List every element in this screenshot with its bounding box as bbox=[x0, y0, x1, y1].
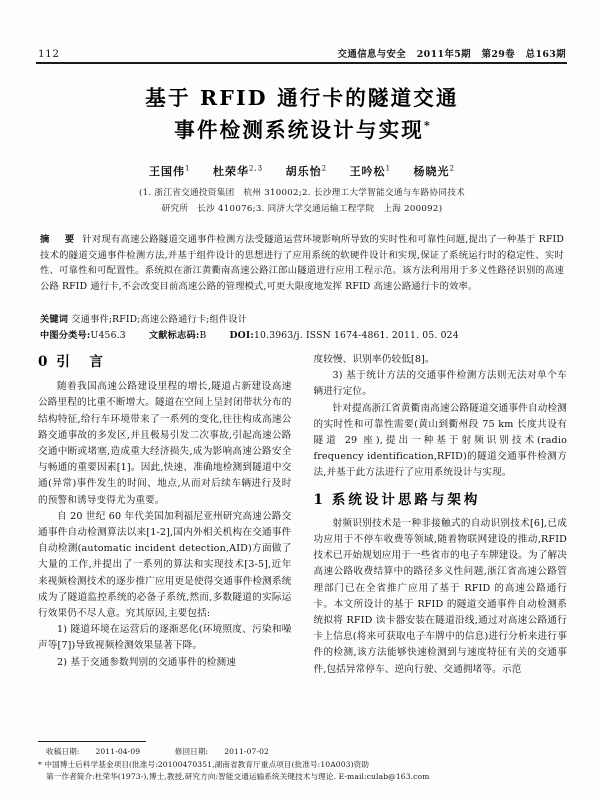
classification-line bbox=[40, 327, 564, 341]
list-item: 3) 基于统计方法的交通事件检测方法则无法对单个车辆进行定位。 bbox=[313, 370, 567, 398]
journal-name: 交通信息与安全 bbox=[337, 49, 407, 60]
paragraph: 随着我国高速公路建设里程的增长,隧道占新建设高速公路里程的比重不断增大。隧道在空间上呈封闭带状分布的结构特征,给行车环境带来了一系列的变化,往往构成高速公路交通事故的多发区,并且极易引发二次事故,引起高速公路交通中断或堵塞,造成重大经济损失,成为影响高速公路安全与畅通的重要因素[1]。因此,快速、准确地检测到隧道中交通(异常)事件发生的时间、地点,从而对后续车辆进行及时的预警和诱导变得尤为重要。 bbox=[38, 381, 292, 506]
received-date bbox=[46, 747, 156, 756]
author-name: 杨晓光 bbox=[413, 165, 450, 178]
keywords-label: 关键词 bbox=[40, 314, 69, 325]
running-head bbox=[38, 44, 566, 60]
document-code-segment bbox=[149, 330, 206, 341]
author-affiliation-mark: 2 bbox=[449, 164, 455, 173]
author bbox=[286, 165, 327, 178]
author-name: 杜荣华 bbox=[212, 165, 249, 178]
paragraph: 自 20 世纪 60 年代美国加利福尼亚州研究高速公路交通事件自动检测算法以来[1-2],国内外相关机构在交通事件自动检测(automatic incident detection,AID)方面做了大量的工作,并提出了一系列的算法和实现技术[3-5],近年来视频检测技术的逐步推广应用更是使得交通事件检测系统成为了隧道监控系统的必备子系统,然而,多数隧道的实际运行效果仍不尽人意。究其原因,主要包括: bbox=[38, 510, 292, 620]
doi-value: 10.3963/j. ISSN 1674-4861. 2011. 05. 024 bbox=[253, 330, 459, 341]
author-list bbox=[56, 163, 548, 179]
footnotes bbox=[38, 746, 567, 784]
affiliation-line-1: (1. 浙江省交通投资集团 杭州 310002;2. 长沙理工大学智能交通与车路协同技术 bbox=[138, 188, 466, 198]
author-name: 胡乐怡 bbox=[285, 165, 322, 178]
author-affiliation-mark: 2 bbox=[321, 164, 328, 173]
abstract bbox=[40, 232, 564, 294]
received-date-value: 2011-04-09 bbox=[95, 747, 141, 756]
received-date-label: 收稿日期: bbox=[46, 747, 80, 756]
journal-info bbox=[331, 46, 566, 60]
author-affiliation-mark: 1 bbox=[184, 164, 191, 173]
section-heading-system-design bbox=[314, 492, 568, 508]
doi-segment bbox=[230, 330, 459, 341]
section-number: 1 bbox=[313, 491, 323, 508]
footnote-divider bbox=[38, 741, 146, 742]
keywords bbox=[40, 311, 564, 325]
paragraph: 射频识别技术是一种非接触式的自动识别技术[6],已成功应用于不停车收费等领域,随着物联网建设的推动,RFID 技术已开始规划应用于一些省市的电子车牌建设。为了解决高速公路收费结算中的路径多义性问题,浙江省高速公路管理部门已在全省推广应用了基于 RFID 的高速公路通行卡。本文所设计的基于 RFID 的隧道交通事件自动检测系统拟将 RFID 读卡器安装在隧道沿线,通过对高速公路通行卡上信息(将来可获取电子车牌中的信息)进行分析来进行事件的检测,该方法能够快速检测到与速度特征有关的交通事件,包括异常停车、逆向行驶、交通拥堵等。示范 bbox=[313, 517, 567, 675]
list-item: 1) 隧道环境在运营后的逐渐恶化(环境照度、污染和噪声等[7])导致视频检测效果显著下降。 bbox=[38, 624, 292, 652]
revised-date bbox=[175, 747, 285, 756]
keywords-value: 交通事件;RFID;高速公路通行卡;组件设计 bbox=[71, 314, 248, 325]
paragraph: 针对提高浙江省黄衢南高速公路隧道交通事件自动检测的实时性和可靠性需要(黄山到衢州段 75 km 长度共设有隧道 29 座),提出一种基于射频识别技术(radio frequency identification,RFID)的隧道交通事件检测方法,并基于此方法进行了应用系统设计与实现。 bbox=[313, 402, 567, 479]
section-title: 引 言 bbox=[56, 354, 106, 370]
journal-volume: 第29卷 bbox=[481, 49, 515, 60]
journal-year-issue: 2011年5期 bbox=[416, 49, 471, 60]
paper-title-line-1: 基于 RFID 通行卡的隧道交通 bbox=[145, 86, 459, 110]
doi-label: DOI: bbox=[229, 330, 254, 341]
footnote-funding: * 中国博士后科学基金项目(批准号:20100470351,湖南省教育厅重点项目(批准号:10A003)资助 bbox=[38, 759, 370, 769]
section-number: 0 bbox=[38, 354, 48, 370]
section-heading-introduction bbox=[38, 354, 292, 370]
journal-serial: 总163期 bbox=[525, 49, 566, 60]
abstract-text: 针对现有高速公路隧道交通事件检测方法受隧道运营环境影响所导致的实时性和可靠性问题,提出了一种基于 RFID 技术的隧道交通事件检测方法,并基于组件设计的思想进行了应用系统的软硬件设计和实现,保证了系统运行时的稳定性、实时性、可靠性和可配置性。系统拟在浙江黄衢南高速公路江郎山隧道进行应用工程示范。该方法利用用于多义性路径识别的高速公路 RFID 通行卡,不会改变目前高速公路的管理模式,可更大限度地发挥 RFID 高速公路通行卡的效率。 bbox=[40, 234, 564, 292]
footnote-author-bio: 第一作者简介:杜荣华(1973-),博士,教授,研究方向:智能交通运输系统关键技术与理论. E-mail:culab@163.com bbox=[46, 772, 430, 782]
footnote-dates bbox=[38, 746, 567, 759]
author-affiliation-mark: 2,3 bbox=[248, 164, 264, 173]
author bbox=[414, 165, 455, 178]
revised-date-value: 2011-07-02 bbox=[224, 747, 269, 756]
title-footnote-mark: * bbox=[423, 119, 430, 132]
header-divider bbox=[36, 62, 567, 64]
author bbox=[213, 165, 263, 178]
clc-label: 中图分类号: bbox=[40, 330, 91, 341]
left-column bbox=[38, 352, 292, 740]
section-title: 系统设计思路与架构 bbox=[331, 491, 481, 508]
list-item: 2) 基于交通参数判别的交通事件的检测速 bbox=[57, 656, 236, 668]
paper-title-line-2-text: 事件检测系统设计与实现 bbox=[174, 117, 424, 142]
clc-segment bbox=[40, 330, 126, 341]
author-name: 王吟松 bbox=[349, 165, 386, 178]
affiliation-line-2: 研究所 长沙 410076;3. 同济大学交通运输工程学院 上海 200092) bbox=[161, 203, 443, 214]
document-code-label: 文献标志码: bbox=[148, 330, 200, 341]
document-code-value: B bbox=[199, 330, 207, 341]
list-item-continuation: 度较慢、识别率仍较低[8]。 bbox=[313, 354, 435, 365]
clc-value: U456.3 bbox=[90, 330, 126, 341]
affiliations bbox=[58, 186, 546, 217]
author-name: 王国伟 bbox=[148, 165, 185, 178]
right-column bbox=[314, 352, 568, 740]
author bbox=[350, 165, 391, 178]
abstract-label: 摘 要 bbox=[40, 234, 78, 245]
paper-title-line-2 bbox=[56, 112, 548, 144]
body-columns bbox=[38, 352, 567, 740]
page-number: 112 bbox=[38, 48, 60, 60]
title-block bbox=[56, 84, 548, 144]
revised-date-label: 修回日期: bbox=[174, 747, 209, 756]
author-affiliation-mark: 1 bbox=[385, 164, 392, 173]
author bbox=[149, 165, 190, 178]
